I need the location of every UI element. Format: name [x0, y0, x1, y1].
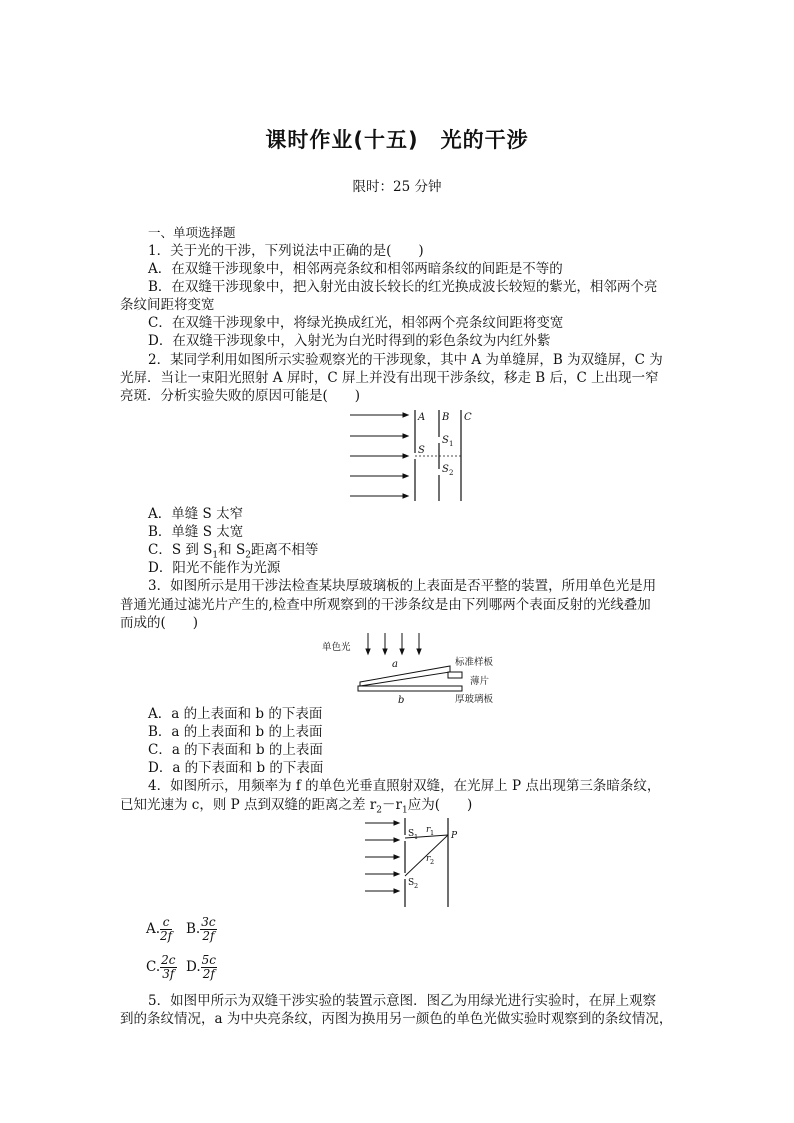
q4-stem-2: 已知光速为 c，则 P 点到双缝的距离之差 $r_2-r_1$应为( ) — [120, 797, 473, 816]
label-r2-sub: 2 — [430, 858, 435, 866]
label-thick-plate: 厚玻璃板 — [455, 694, 494, 705]
q5-stem-2: 到的条纹情况，a 为中央亮条纹，丙图为换用另一颜色的单色光做实验时观察到的条纹情况， — [120, 1011, 673, 1027]
label-s2: S — [442, 464, 449, 475]
label-s2-sub: 2 — [414, 882, 419, 890]
label-b: b — [398, 695, 405, 705]
label-r1-sub: 1 — [430, 829, 435, 837]
q1-stem: 1．关于光的干涉，下列说法中正确的是( ) — [148, 243, 424, 259]
q2-slit-diagram — [345, 405, 485, 505]
label-s2-sub: 2 — [449, 469, 454, 477]
label-a-screen: A — [418, 412, 426, 423]
q4-option-c: C. $\frac{2c}{3f}$ — [146, 953, 176, 981]
q3-wedge-diagram — [320, 630, 510, 705]
q4-option-a: A. $\frac{c}{2f}$ — [146, 915, 173, 943]
q2-stem-3: 亮斑．分析实验失败的原因可能是( ) — [120, 388, 361, 404]
label-shim: 薄片 — [470, 676, 490, 687]
q2-stem-1: 2．某同学利用如图所示实验观察光的干涉现象，其中 A 为单缝屏，B 为双缝屏，C 为 — [148, 352, 663, 368]
label-standard-plate: 标准样板 — [455, 657, 494, 668]
q1-option-a: A．在双缝干涉现象中，相邻两亮条纹和相邻两暗条纹的间距是不等的 — [148, 261, 563, 277]
q2-stem-2: 光屏．当让一束阳光照射 A 屏时，C 屏上并没有出现干涉条纹，移走 B 后，C 上出现一窄 — [120, 370, 659, 386]
q3-option-c: C．a 的下表面和 b 的上表面 — [148, 742, 323, 758]
q2-option-d: D．阳光不能作为光源 — [148, 560, 281, 576]
q3-stem-2: 普通光通过滤光片产生的,检查中所观察到的干涉条纹是由下列哪两个表面反射的光线叠加 — [120, 597, 651, 613]
q4-double-slit-diagram — [360, 815, 470, 910]
label-b-screen: B — [442, 412, 450, 423]
label-c-screen: C — [464, 412, 472, 423]
label-s2: S — [408, 878, 415, 888]
time-limit: 限时：25 分钟 — [352, 179, 442, 195]
q2-option-c: C．S 到 $S_1$和 $S_2$距离不相等 — [148, 542, 319, 561]
q1-option-c: C．在双缝干涉现象中，将绿光换成红光，相邻两个亮条纹间距将变宽 — [148, 315, 564, 331]
q3-option-a: A．a 的上表面和 b 的下表面 — [148, 706, 323, 722]
q3-stem-1: 3．如图所示是用干涉法检查某块厚玻璃板的上表面是否平整的装置，所用单色光是用 — [148, 578, 657, 594]
section-heading: 一、单项选择题 — [148, 225, 236, 240]
q5-stem-1: 5．如图甲所示为双缝干涉实验的装置示意图．图乙为用绿光进行实验时，在屏上观察 — [148, 993, 657, 1009]
q4-option-b: B. $\frac{3c}{2f}$ — [186, 915, 216, 943]
q3-option-d: D．a 的下表面和 b 的下表面 — [148, 760, 324, 776]
label-r2: r — [426, 854, 431, 864]
label-monochromatic-light: 单色光 — [322, 642, 351, 653]
q3-option-b: B．a 的上表面和 b 的上表面 — [148, 724, 323, 740]
q4-stem-1: 4．如图所示，用频率为 f 的单色光垂直照射双缝，在光屏上 P 点出现第三条暗条纹， — [148, 778, 661, 794]
q2-option-b: B．单缝 S 太宽 — [148, 524, 244, 540]
label-s: S — [418, 445, 425, 456]
label-s1: S — [442, 435, 449, 446]
q1-option-b-cont: 条纹间距将变宽 — [120, 297, 215, 313]
label-p: P — [451, 831, 458, 841]
q4-option-d: D. $\frac{5c}{2f}$ — [186, 953, 216, 981]
label-a: a — [392, 659, 398, 670]
q3-stem-3: 而成的( ) — [120, 615, 199, 631]
label-r1: r — [426, 825, 431, 835]
q1-option-d: D．在双缝干涉现象中，入射光为白光时得到的彩色条纹为内红外紫 — [148, 333, 551, 349]
q2-option-a: A．单缝 S 太窄 — [148, 506, 244, 522]
label-s1-sub: 1 — [414, 833, 419, 841]
label-s1: S — [408, 829, 415, 839]
page-title: 课时作业(十五) 光的干涉 — [265, 128, 529, 152]
q1-option-b: B．在双缝干涉现象中，把入射光由波长较长的红光换成波长较短的紫光，相邻两个亮 — [148, 279, 658, 295]
label-s1-sub: 1 — [449, 440, 454, 448]
